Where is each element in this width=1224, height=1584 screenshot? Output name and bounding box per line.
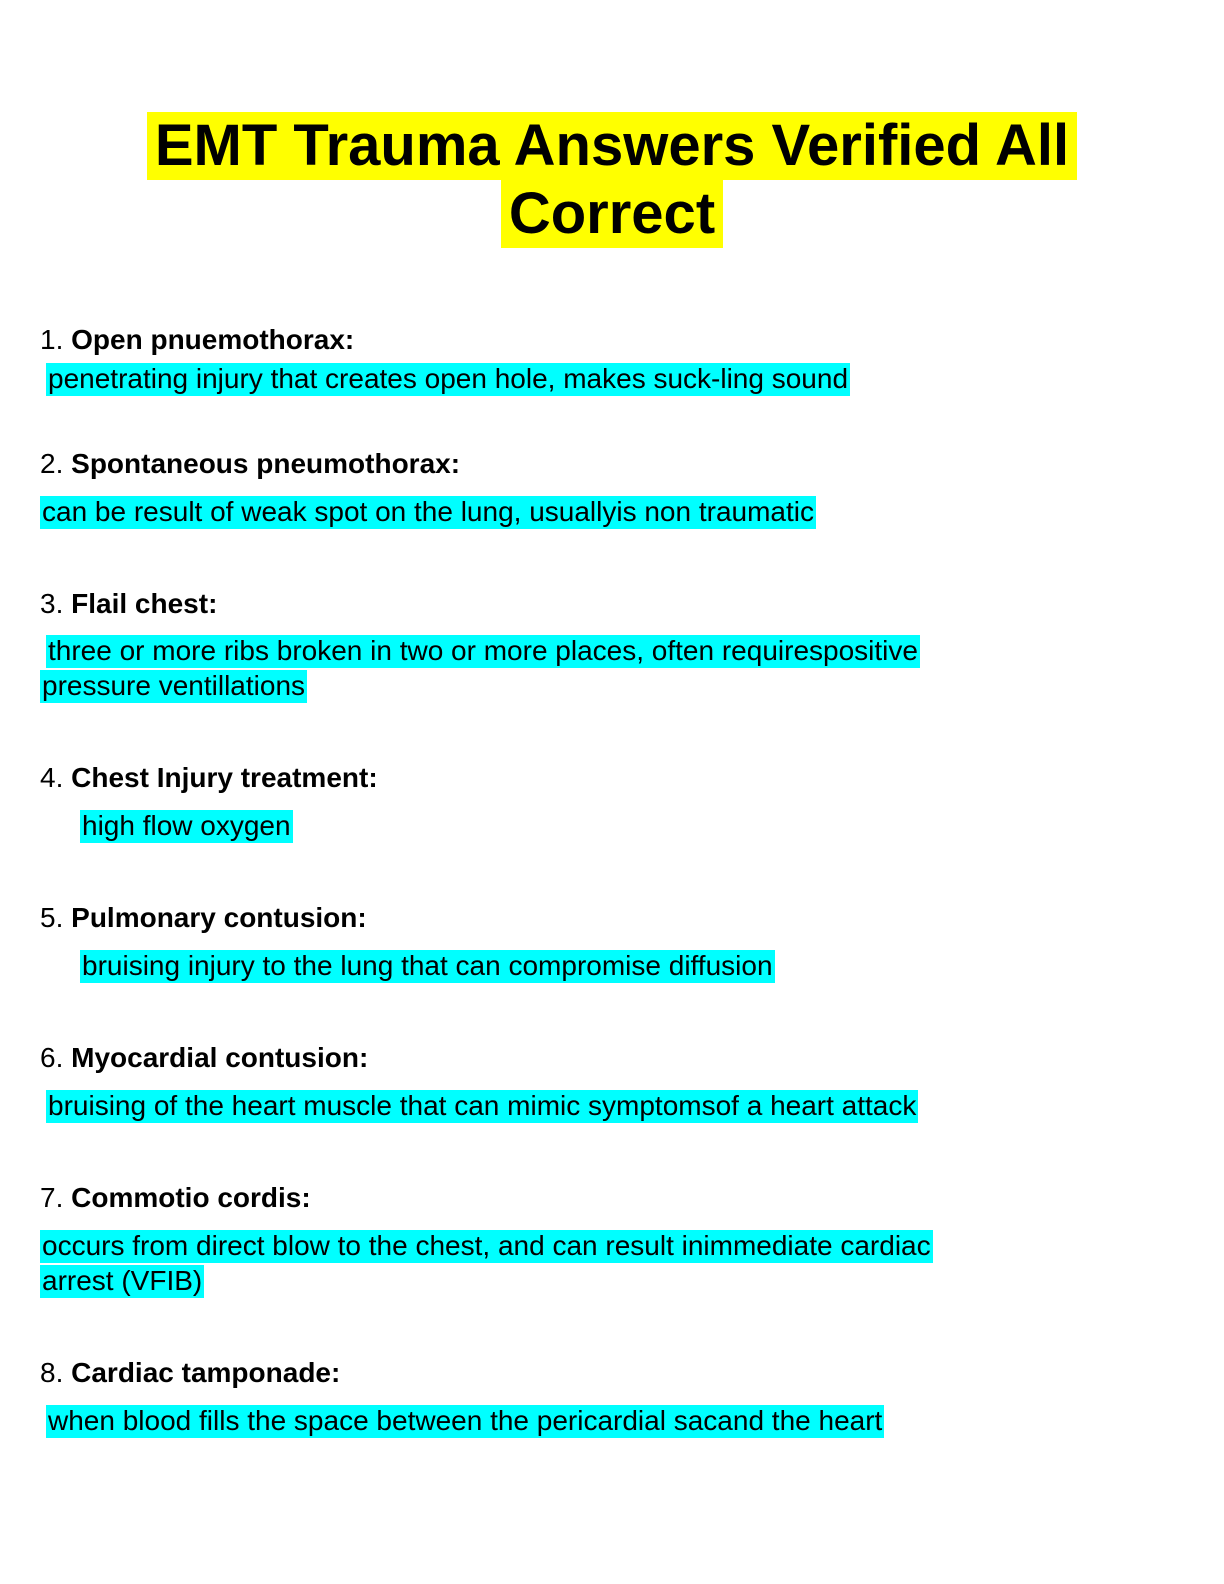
term-2 [40,448,460,480]
term-label: Myocardial contusion: [71,1042,369,1073]
answer-text-line2: pressure ventillations [42,670,306,701]
answer-7-continued [40,1264,204,1298]
answer-5 [80,949,775,983]
answer-text: penetrating injury that creates open hole, makes suck-ling sound [48,363,849,394]
answer-text: occurs from direct blow to the chest, and can result inimmediate cardiac [42,1230,931,1261]
term-7 [40,1182,311,1214]
title-line-1: EMT Trauma Answers Verified All [147,112,1077,180]
item-number: 4. [40,762,64,793]
term-label: Commotio cordis: [71,1182,311,1213]
answer-text: three or more ribs broken in two or more places, often requirespositive [48,635,918,666]
term-label: Spontaneous pneumothorax: [71,448,461,479]
item-number: 1. [40,324,64,355]
answer-3-continued [40,669,307,703]
item-number: 8. [40,1357,64,1388]
term-8 [40,1357,340,1389]
term-5 [40,902,367,934]
answer-1 [46,362,850,396]
term-label: Cardiac tamponade: [71,1357,341,1388]
answer-6 [46,1089,918,1123]
term-6 [40,1042,368,1074]
term-3 [40,588,217,620]
document-title [0,112,1224,248]
item-number: 6. [40,1042,64,1073]
item-number: 3. [40,588,64,619]
title-line-2: Correct [501,180,723,248]
answer-7 [40,1229,933,1263]
answer-text: bruising injury to the lung that can compromise diffusion [82,950,773,981]
answer-text: high flow oxygen [82,810,291,841]
answer-text: when blood fills the space between the pericardial sacand the heart [48,1405,883,1436]
item-number: 7. [40,1182,64,1213]
term-label: Open pnuemothorax: [71,324,355,355]
answer-3 [46,634,920,668]
answer-text-line2: arrest (VFIB) [42,1265,203,1296]
answer-text: can be result of weak spot on the lung, usuallyis non traumatic [42,496,814,527]
item-number: 5. [40,902,64,933]
term-label: Pulmonary contusion: [71,902,367,933]
term-4 [40,762,378,794]
term-label: Flail chest: [71,588,218,619]
answer-text: bruising of the heart muscle that can mimic symptomsof a heart attack [48,1090,917,1121]
term-1 [40,324,354,356]
answer-8 [46,1404,884,1438]
term-label: Chest Injury treatment: [71,762,378,793]
answer-4 [80,809,293,843]
item-number: 2. [40,448,64,479]
answer-2 [40,495,816,529]
